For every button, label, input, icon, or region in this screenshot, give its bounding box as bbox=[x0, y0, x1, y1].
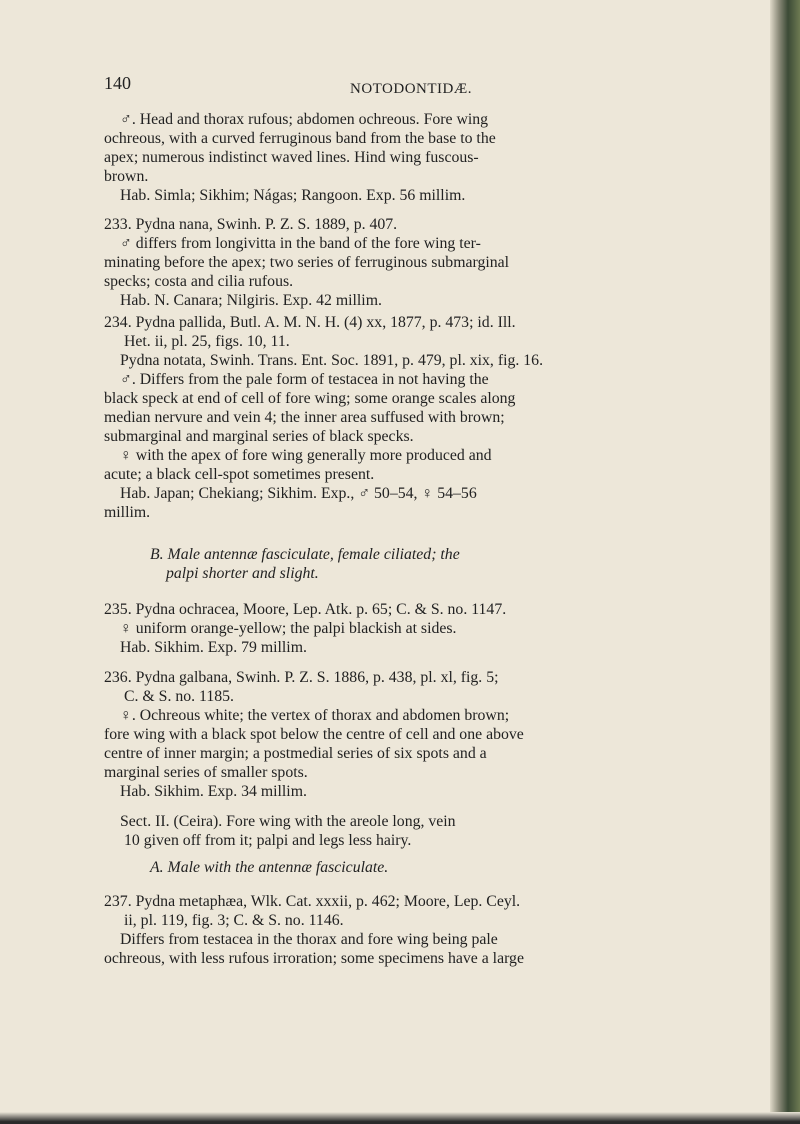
text-line: ♂ differs from longivitta in the band of the fore wing ter- bbox=[120, 235, 481, 252]
text-line: brown. bbox=[104, 168, 149, 185]
entry-235 bbox=[104, 600, 704, 657]
text-line: marginal series of smaller spots. bbox=[104, 764, 308, 781]
text-line: ♀ uniform orange-yellow; the palpi blackish at sides. bbox=[120, 620, 457, 637]
book-binding-edge bbox=[770, 0, 800, 1124]
species-heading: 235. Pydna ochracea, Moore, Lep. Atk. p. 65; C. & S. no. 1147. bbox=[104, 601, 507, 618]
text-line: median nervure and vein 4; the inner area suffused with brown; bbox=[104, 409, 505, 426]
text-line: ochreous, with less rufous irroration; some specimens have a large bbox=[104, 950, 524, 967]
entry-234 bbox=[104, 313, 704, 522]
species-heading: 237. Pydna metaphæa, Wlk. Cat. xxxii, p. 462; Moore, Lep. Ceyl. bbox=[104, 893, 521, 910]
section-heading: Sect. II. (Ceira). Fore wing with the areole long, vein bbox=[120, 813, 456, 830]
synonym-line: Pydna notata, Swinh. Trans. Ent. Soc. 1891, p. 479, pl. xix, fig. 16. bbox=[120, 352, 544, 369]
species-heading: 233. Pydna nana, Swinh. P. Z. S. 1889, p. 407. bbox=[104, 216, 398, 233]
text-line: Differs from testacea in the thorax and fore wing being pale bbox=[120, 931, 498, 948]
page-number: 140 bbox=[104, 73, 131, 93]
text-line: ♂. Head and thorax rufous; abdomen ochreous. Fore wing bbox=[120, 111, 489, 128]
group-heading-line: B. Male antennæ fasciculate, female ciliated; the bbox=[150, 546, 460, 563]
entry-237 bbox=[104, 892, 704, 968]
group-heading-line: palpi shorter and slight. bbox=[166, 565, 319, 582]
entry-232-continued bbox=[104, 110, 704, 205]
reference-line: ii, pl. 119, fig. 3; C. & S. no. 1146. bbox=[124, 912, 344, 929]
species-heading: 234. Pydna pallida, Butl. A. M. N. H. (4) xx, 1877, p. 473; id. Ill. bbox=[104, 314, 516, 331]
habitat-line: Hab. Sikhim. Exp. 79 millim. bbox=[120, 639, 307, 656]
text-line: specks; costa and cilia rufous. bbox=[104, 273, 294, 290]
text-line: centre of inner margin; a postmedial series of six spots and a bbox=[104, 745, 487, 762]
habitat-line: Hab. N. Canara; Nilgiris. Exp. 42 millim. bbox=[120, 292, 382, 309]
species-heading: 236. Pydna galbana, Swinh. P. Z. S. 1886, p. 438, pl. xl, fig. 5; bbox=[104, 669, 499, 686]
text-line: apex; numerous indistinct waved lines. Hind wing fuscous- bbox=[104, 149, 479, 166]
text-line: black speck at end of cell of fore wing; some orange scales along bbox=[104, 390, 516, 407]
text-line: ♂. Differs from the pale form of testacea in not having the bbox=[120, 371, 489, 388]
text-line: ♀ with the apex of fore wing generally more produced and bbox=[120, 447, 492, 464]
section-text: 10 given off from it; palpi and legs less hairy. bbox=[124, 832, 412, 849]
entry-233 bbox=[104, 215, 704, 310]
text-line: ♀. Ochreous white; the vertex of thorax and abdomen brown; bbox=[120, 707, 510, 724]
group-b-heading bbox=[150, 545, 710, 583]
running-title: NOTODONTIDÆ. bbox=[350, 81, 472, 97]
habitat-line: Hab. Japan; Chekiang; Sikhim. Exp., ♂ 50–54, ♀ 54–56 bbox=[120, 485, 477, 502]
text-line: submarginal and marginal series of black specks. bbox=[104, 428, 414, 445]
text-line: acute; a black cell-spot sometimes present. bbox=[104, 466, 375, 483]
habitat-line: Hab. Sikhim. Exp. 34 millim. bbox=[120, 783, 307, 800]
reference-line: C. & S. no. 1185. bbox=[124, 688, 235, 705]
entry-236 bbox=[104, 668, 704, 801]
group-heading-line: A. Male with the antennæ fasciculate. bbox=[150, 859, 389, 876]
page-bottom-edge bbox=[0, 1112, 800, 1124]
habitat-line: Hab. Simla; Sikhim; Nágas; Rangoon. Exp. 56 millim. bbox=[120, 187, 466, 204]
text-line: ochreous, with a curved ferruginous band from the base to the bbox=[104, 130, 496, 147]
text-line: millim. bbox=[104, 504, 151, 521]
group-a-heading bbox=[150, 858, 710, 877]
section-ii bbox=[104, 812, 704, 850]
text-line: fore wing with a black spot below the centre of cell and one above bbox=[104, 726, 524, 743]
reference-line: Het. ii, pl. 25, figs. 10, 11. bbox=[124, 333, 290, 350]
text-line: minating before the apex; two series of ferruginous submarginal bbox=[104, 254, 510, 271]
